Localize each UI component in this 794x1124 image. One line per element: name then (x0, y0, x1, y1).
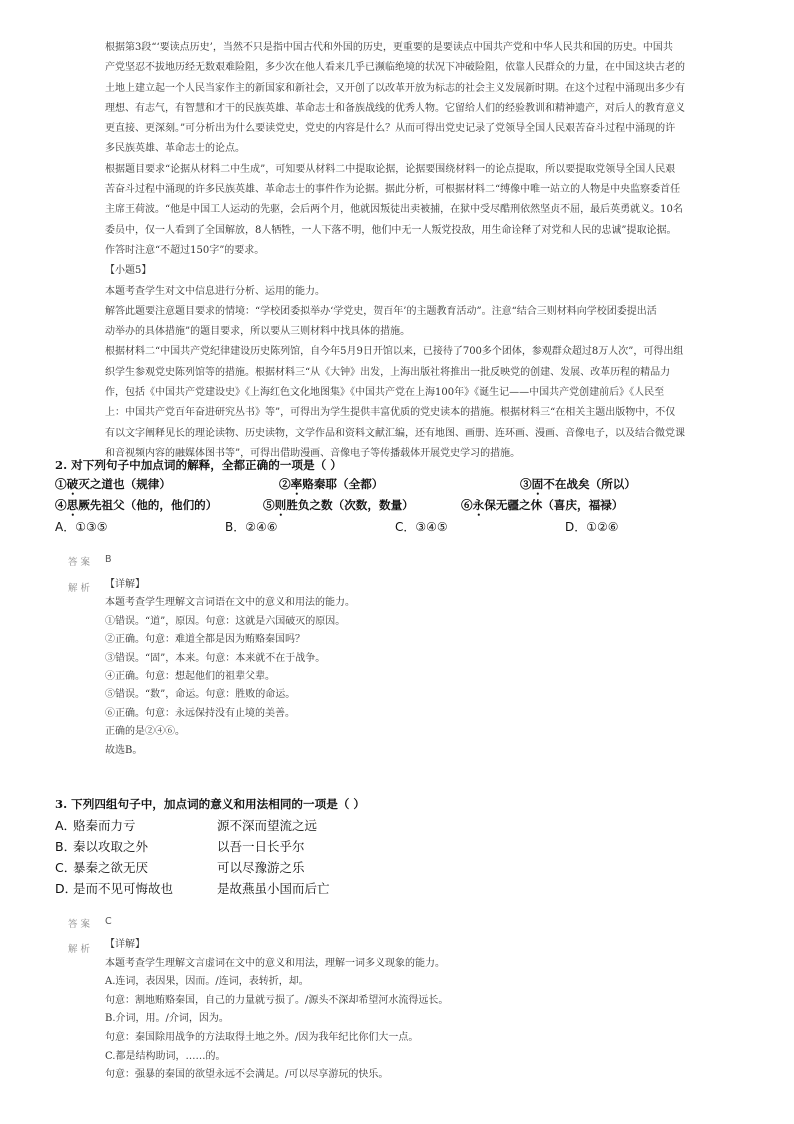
text-line: 根据材料二“中国共产党纪律建设历史陈列馆，自今年5月9日开馆以来，已接待了700多个团体，参观群众超过8万人次”，可得出组 (105, 346, 684, 358)
text-line: 句意：秦国除用战争的方法取得土地之外。/因为我年纪比你们大一点。 (105, 1031, 419, 1043)
q3-option-a-right: 源不深而望流之远 (217, 818, 318, 833)
text-line: 本题考查学生对文中信息进行分析、运用的能力。 (105, 285, 325, 297)
q3-option-c-row[interactable] (55, 858, 745, 878)
text-line: 根据第3段“‘要读点历史’，当然不只是指中国古代和外国的历史，更重要的是要读点中国共产党和中华人民共和国的历史。中国共 (105, 42, 673, 53)
q2-answer-value: B (105, 554, 112, 565)
text-line: 有以文字阐释见长的理论读物、历史读物，文学作品和资料文献汇编，还有地图、画册、连环画、漫画、音像电子，以及结合微党课 (105, 427, 685, 439)
text-line: ③错误。“固”，本来。句意：本来就不在于战争。 (105, 652, 326, 664)
q3-option-b-letter: B． (55, 839, 77, 854)
text-line: 作答时注意“不超过150字”的要求。 (105, 244, 265, 256)
q2-option-b[interactable]: B．②④⑥ (225, 520, 278, 534)
text-line: ⑥正确。句意：永远保持没有止境的美善。 (105, 707, 295, 719)
q2-item-3: ③固不在战矣（所以） (520, 477, 636, 491)
q2-items-row-2 (55, 497, 745, 517)
text-line: 多民族英雄、革命志士的论点。 (105, 143, 245, 155)
q3-option-a-letter: A． (55, 818, 77, 833)
q3-option-b-row[interactable] (55, 837, 745, 857)
q3-option-a-row[interactable] (55, 816, 745, 836)
q3-option-d-letter: D． (55, 881, 78, 896)
text-line: 产党坚忍不拔地历经无数艰难险阻，多少次在他人看来几乎已濒临绝境的状况下冲破险阻，依靠人民群众的力量，在中国这块古老的 (105, 62, 685, 74)
q2-answer-label: 答案 (68, 557, 94, 568)
text-line: B.介词，用。/介词，因为。 (105, 1013, 229, 1025)
text-line: ④正确。句意：想起他们的祖辈父辈。 (105, 671, 275, 683)
text-line: 和音视频内容的融媒体图书等”，可得出借助漫画、音像电子等传播载体开展党史学习的措施。 (105, 447, 521, 459)
q2-item-2: ②率赂秦耶（全都） (279, 477, 384, 491)
text-line: 上：中国共产党百年奋进研究丛书》等”，可得出为学生提供丰富优质的党史读本的措施。根据材料三“在相关主题出版物中，不仅 (105, 407, 676, 419)
text-line: 本题考查学生理解文言词语在文中的意义和用法的能力。 (105, 597, 355, 609)
text-line: 句意：割地贿赂秦国，自己的力量就亏损了。/源头不深却希望河水流得远长。 (105, 994, 449, 1006)
q3-option-a-left: 赂秦而力亏 (73, 818, 136, 833)
q3-option-b-left: 秦以攻取之外 (73, 839, 149, 854)
q2-explanation (105, 576, 725, 760)
q2-item-6: ⑥永保无疆之休（喜庆，福禄） (461, 498, 624, 512)
text-line: 句意：强暴的秦国的欲望永远不会满足。/可以尽享游玩的快乐。 (105, 1069, 389, 1081)
text-line: 正确的是②④⑥。 (105, 726, 185, 738)
q2-option-d[interactable]: D．①②⑥ (565, 520, 619, 534)
text-line: 织学生参观党史陈列馆等的措施。根据材料三“从《大钟》出发，上海出版社将推出一批反映党的创建、发展、改革历程的精品力 (105, 366, 671, 378)
q2-item-1: ①破灭之道也（规律） (55, 477, 171, 491)
text-line: 【详解】 (105, 579, 145, 590)
q3-option-d-row[interactable] (55, 879, 745, 899)
q2-option-c[interactable]: C．③④⑤ (395, 520, 448, 534)
q2-items-row-1 (55, 476, 745, 496)
q2-stem: 2. 对下列句子中加点词的解释，全都正确的一项是（ ） (55, 458, 342, 472)
text-line: 委员中，仅一人看到了全国解放，8人牺牲，一人下落不明，他们中无一人叛党投敌，用生命诠释了对党和人民的忠诚”提取论据。 (105, 224, 677, 236)
text-line: 土地上建立起一个人民当家作主的新国家和新社会，又开创了以改革开放为标志的社会主义发展新时期。在这个过程中涌现出多少有 (105, 82, 685, 94)
text-line: C.都是结构助词，……的。 (105, 1050, 226, 1062)
text-line: 故选B。 (105, 744, 143, 756)
text-line: 解答此题要注意题目要求的情境：“学校团委拟举办‘学党史，贺百年’的主题教育活动”。注意“结合三则材料向学校团委提出活 (105, 305, 657, 317)
previous-explanation-block (105, 38, 725, 464)
q3-option-c-right: 可以尽豫游之乐 (217, 860, 305, 875)
q3-stem: 3. 下列四组句子中，加点词的意义和用法相同的一项是（ ） (55, 797, 366, 811)
q3-option-d-right: 是故燕虽小国而后亡 (217, 881, 330, 896)
q3-option-c-left: 暴秦之欲无厌 (73, 860, 149, 875)
text-line: 苦奋斗过程中涌现的许多民族英雄、革命志士的事件作为论据。据此分析，可根据材料二“缚像中唯一站立的人物是中央监察委首任 (105, 184, 681, 196)
q3-answer-label: 答案 (68, 919, 94, 930)
q2-explain-label: 解析 (68, 583, 94, 594)
q3-explain-label: 解析 (68, 944, 94, 955)
text-line: 主席王荷波。“他是中国工人运动的先驱，会后两个月，他就因叛徒出卖被捕，在狱中受尽酷刑依然坚贞不屈，最后英勇就义。10名 (105, 204, 683, 216)
q3-option-c-letter: C． (55, 860, 77, 875)
q2-item-4: ④思厥先祖父（他的，他们的） (55, 498, 218, 512)
text-line: ①错误。“道”，原因。句意：这就是六国破灭的原因。 (105, 615, 346, 627)
text-line: 本题考查学生理解文言虚词在文中的意义和用法，理解一词多义现象的能力。 (105, 957, 445, 969)
text-line: 作，包括《中国共产党建设史》《上海红色文化地图集》《中国共产党在上海100年》《诞生记——中国共产党创建前后》《人民至 (105, 387, 665, 399)
text-line: 理想、有志气，有智慧和才干的民族英雄、革命志士和备族战线的优秀人物。它留给人们的经验教训和精神遗产，对后人的教育意义 (105, 102, 685, 114)
text-line: ⑤错误。“数”，命运。句意：胜败的命运。 (105, 689, 296, 701)
text-line: 动举办的具体措施”的题目要求，所以要从三则材料中找具体的措施。 (105, 326, 411, 338)
q3-option-b-right: 以吾一日长乎尔 (217, 839, 305, 854)
q2-item-5: ⑤则胜负之数（次数，数量） (263, 498, 414, 512)
q2-options-row (55, 518, 745, 538)
q3-explanation (105, 936, 725, 1085)
text-line: 【详解】 (105, 939, 145, 950)
text-line: 更直接、更深刻。”可分析出为什么要读党史，党史的内容是什么？从而可得出党史记录了党领导全国人民艰苦奋斗过程中涌现的许 (105, 123, 676, 135)
q3-option-d-left: 是而不见可悔故也 (73, 881, 174, 896)
text-line: A.连词，表因果，因而。/连词，表转折，却。 (105, 976, 309, 988)
text-line: ②正确。句意：难道全都是因为贿赂秦国吗？ (105, 634, 305, 646)
q2-option-a[interactable]: A．①③⑤ (55, 520, 108, 534)
text-line: 【小题5】 (105, 265, 152, 277)
q3-answer-value: C (105, 916, 112, 927)
text-line: 根据题目要求“论据从材料二中生成”，可知要从材料二中提取论据，论据要围绕材料一的论点提取，所以要提取党领导全国人民艰 (105, 163, 676, 175)
